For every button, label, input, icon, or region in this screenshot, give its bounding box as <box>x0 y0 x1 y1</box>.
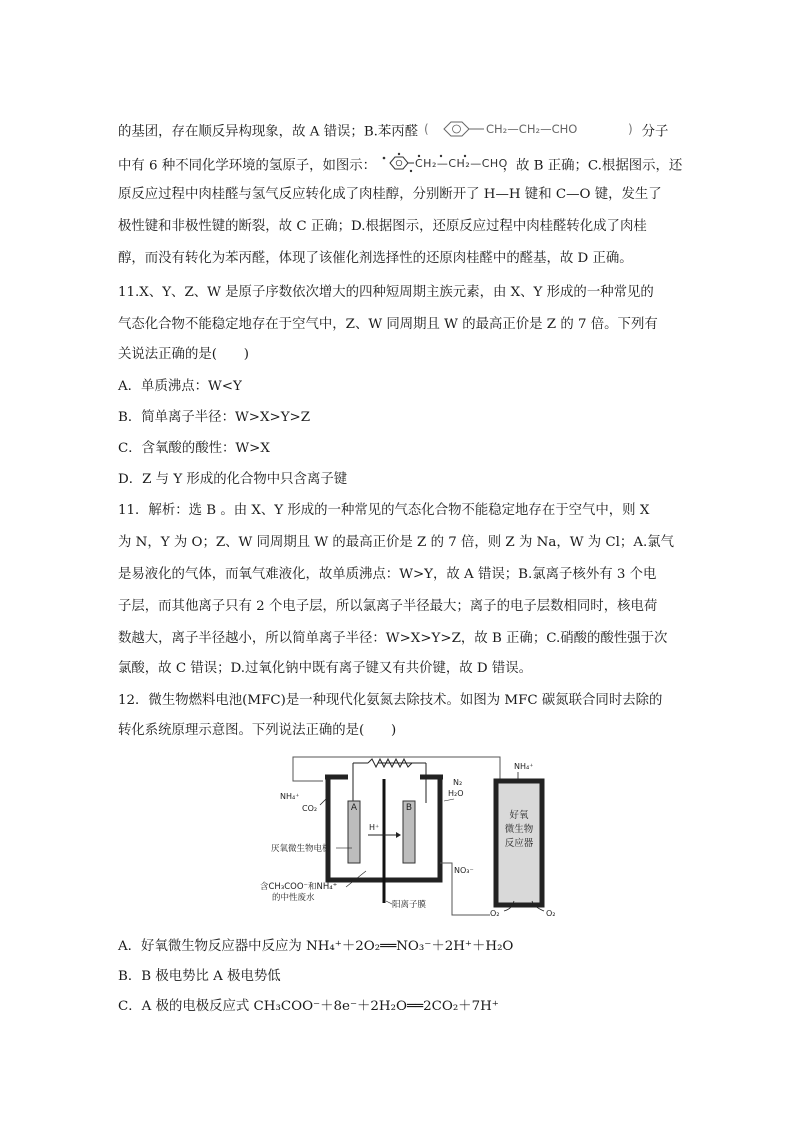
co2-label: CO₂ <box>302 804 318 813</box>
text-line-4: 极性键和非极性键的断裂，故 C 正确；D.根据图示，还原反应过程中肉桂醛转化成了肉桂 <box>118 219 647 234</box>
question-11-line-3: 关说法正确的是( ) <box>118 347 249 362</box>
answer-11-line-1: 11．解析：选 B 。由 X、Y 形成的一种常见的气态化合物不能稳定地存在于空气中，则 X <box>118 503 650 518</box>
text-segment: 的基团，存在顺反异构现象，故 A 错误；B.苯丙醛 <box>118 124 419 140</box>
h-plus-label: H⁺ <box>369 823 380 832</box>
electrode-b-label: B <box>405 803 413 813</box>
answer-11-line-4: 子层，而其他离子只有 2 个电子层，所以氯离子半径最大；离子的电子层数相同时，核电荷 <box>118 599 658 614</box>
question-12-option-a: A．好氧微生物反应器中反应为 NH₄⁺＋2O₂══NO₃⁻＋2H⁺＋H₂O <box>118 939 514 954</box>
question-12-line-2: 转化系统原理示意图。下列说法正确的是( ) <box>118 723 397 738</box>
question-11-line-2: 气态化合物不能稳定地存在于空气中，Z、W 同周期且 W 的最高正价是 Z 的 7 倍。下列有 <box>118 317 658 332</box>
hydrogen-marked-structure-icon <box>380 152 509 174</box>
question-11-option-a: A．单质沸点：W<Y <box>118 379 242 394</box>
nh4-right-label: NH₄⁺ <box>514 762 534 771</box>
question-11-option-d: D．Z 与 Y 形成的化合物中只含离子键 <box>118 472 348 487</box>
text-segment: 分子 <box>641 124 669 140</box>
text-line-1 <box>118 118 668 146</box>
o2-in-label: O₂ <box>490 909 500 918</box>
question-12-line-1: 12．微生物燃料电池(MFC)是一种现代化氨氮去除技术。如图为 MFC 碳氮联合同时去除的 <box>118 693 663 708</box>
benzenepropanal-structure <box>422 118 637 146</box>
nh4-left-label: NH₄⁺ <box>280 792 300 801</box>
text-segment: ，故 B 正确；C.根据图示，还 <box>502 158 683 174</box>
h2o-label: H₂O <box>448 789 464 798</box>
benzene-ring-icon <box>422 118 637 140</box>
text-line-2 <box>118 152 682 180</box>
reactor-label-2: 微生物 <box>504 824 534 835</box>
text-segment: 中有 6 种不同化学环境的氢原子，如图示： <box>118 158 377 174</box>
svg-text:CH₂—CH₂—CHO: CH₂—CH₂—CHO <box>415 157 509 170</box>
anaerobic-electrode-label: 厌氧微生物电极 <box>271 844 331 854</box>
o2-out-label: O₂ <box>546 909 556 918</box>
svg-text:(: ( <box>424 122 430 136</box>
answer-11-line-6: 氯酸，故 C 错误；D.过氧化钠中既有离子键又有共价键，故 D 错误。 <box>118 661 533 676</box>
answer-11-line-2: 为 N，Y 为 O；Z、W 同周期且 W 的最高正价是 Z 的 7 倍，则 Z 为 Na，W 为 Cl；A.氯气 <box>118 535 675 550</box>
no3-label: NO₃⁻ <box>454 866 474 875</box>
text-line-3: 原反应过程中肉桂醛与氢气反应转化成了肉桂醇，分别断开了 H—H 键和 C—O 键，发生了 <box>118 187 662 202</box>
svg-text:): ) <box>628 122 634 136</box>
annotated-structure <box>380 152 509 180</box>
wastewater-label-1: 含CH₃COO⁻和NH₄⁺ <box>260 882 338 892</box>
n2-label: N₂ <box>453 778 463 787</box>
question-12-option-b: B．B 极电势比 A 极电势低 <box>118 969 281 984</box>
answer-11-line-5: 数越大，离子半径越小，所以简单离子半径：W>X>Y>Z，故 B 正确；C.硝酸的酸性强于次 <box>118 631 668 646</box>
membrane-label: 阳离子膜 <box>392 900 427 910</box>
question-12-option-c: C．A 极的电极反应式 CH₃COO⁻＋8e⁻＋2H₂O══2CO₂＋7H⁺ <box>118 999 499 1014</box>
reactor-label-1: 好氧 <box>509 810 529 821</box>
text-line-5: 醇，而没有转化为苯丙醛，体现了该催化剂选择性的还原肉桂醛中的醛基，故 D 正确。 <box>118 251 633 266</box>
question-11-line-1: 11.X、Y、Z、W 是原子序数依次增大的四种短周期主族元素，由 X、Y 形成的一种常见的 <box>118 285 654 300</box>
electrode-a-label: A <box>350 803 358 813</box>
answer-11-line-3: 是易液化的气体，而氧气难液化，故单质沸点：W>Y，故 A 错误；B.氯离子核外有 3 个电 <box>118 567 657 582</box>
svg-text:CH₂—CH₂—CHO: CH₂—CH₂—CHO <box>486 122 578 136</box>
wastewater-label-2: 的中性废水 <box>272 893 315 903</box>
reactor-label-3: 反应器 <box>504 838 534 849</box>
mfc-diagram <box>260 755 568 923</box>
question-11-option-b: B．简单离子半径：W>X>Y>Z <box>118 410 311 425</box>
question-11-option-c: C．含氧酸的酸性：W>X <box>118 441 270 456</box>
